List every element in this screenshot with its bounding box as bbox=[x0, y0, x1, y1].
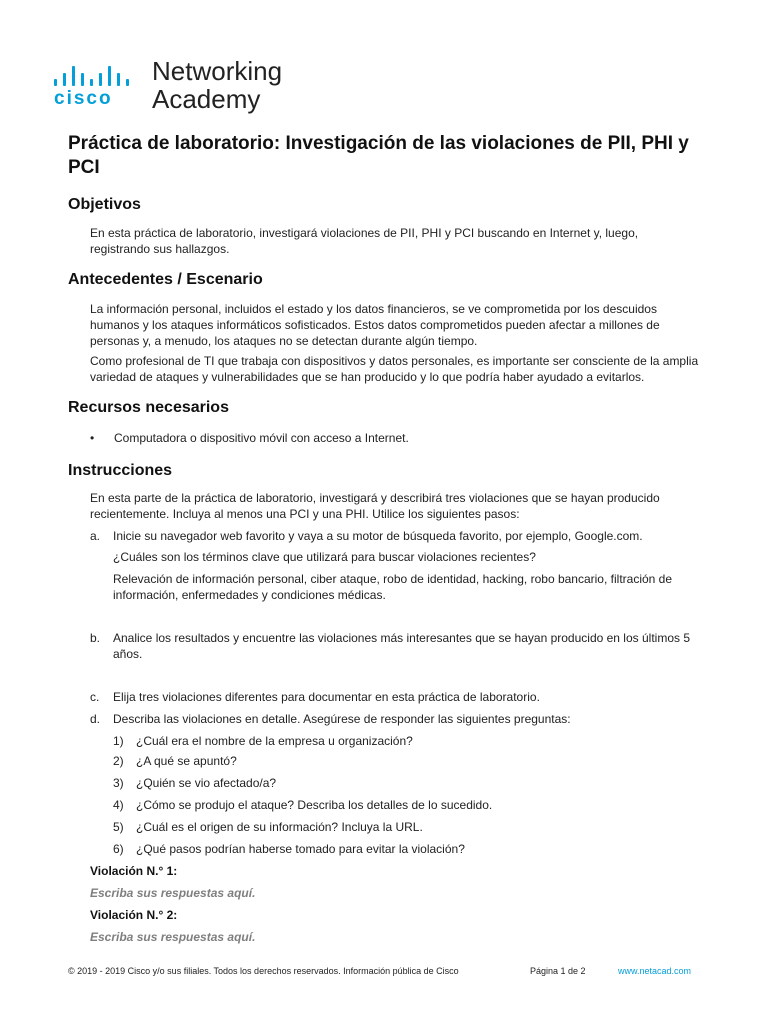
answer-field[interactable]: Escriba sus respuestas aquí. bbox=[90, 930, 256, 944]
question-text: ¿Qué pasos podrían haberse tomado para evitar la violación? bbox=[136, 842, 465, 856]
question-text: ¿A qué se apuntó? bbox=[136, 754, 237, 768]
answer-field[interactable]: Escriba sus respuestas aquí. bbox=[90, 886, 256, 900]
violation-label: Violación N.° 1: bbox=[90, 864, 178, 878]
step-text: Analice los resultados y encuentre las violaciones más interesantes que se hayan producido en los últimos 5 años. bbox=[113, 631, 690, 661]
question-text: ¿Cuál es el origen de su información? Incluya la URL. bbox=[136, 820, 423, 834]
objetivos-text: En esta práctica de laboratorio, investigará violaciones de PII, PHI y PCI buscando en Internet y, luego, registrando sus hallazgos. bbox=[90, 226, 639, 256]
logo-line-academy: Academy bbox=[152, 84, 261, 114]
step-text: Describa las violaciones en detalle. Asegúrese de responder las siguientes preguntas: bbox=[113, 712, 571, 726]
heading-antecedentes: Antecedentes / Escenario bbox=[68, 271, 263, 288]
antecedentes-paragraph-2: Como profesional de TI que trabaja con dispositivos y datos personales, es importante ser consciente de la amplia variedad de ataques y vulnerabilidades que se han producido y lo que podría haber ayudado a evitarlos. bbox=[90, 354, 699, 384]
heading-objetivos: Objetivos bbox=[68, 196, 141, 213]
step-letter: b. bbox=[90, 631, 101, 645]
question-text: ¿Cómo se produjo el ataque? Describa los detalles de lo sucedido. bbox=[136, 798, 493, 812]
logo-line-networking: Networking bbox=[152, 56, 283, 86]
question-number: 2) bbox=[113, 754, 124, 768]
step-letter: d. bbox=[90, 712, 101, 726]
step-a-question: ¿Cuáles son los términos clave que utilizará para buscar violaciones recientes? bbox=[113, 550, 536, 564]
step-text: Elija tres violaciones diferentes para documentar en esta práctica de laboratorio. bbox=[113, 690, 540, 704]
footer-page-number: Página 1 de 2 bbox=[530, 966, 586, 976]
antecedentes-paragraph-1: La información personal, incluidos el estado y los datos financieros, se ve comprometida por los descuidos humanos y los ataques informáticos sofisticados. Estos datos comprometidos pueden afectar a millones de personas y, a menudo, los ataques no se detectan durante algún tiempo. bbox=[90, 302, 660, 348]
recursos-item: Computadora o dispositivo móvil con acceso a Internet. bbox=[114, 431, 409, 445]
violation-label: Violación N.° 2: bbox=[90, 908, 178, 922]
step-letter: c. bbox=[90, 690, 100, 704]
instrucciones-intro: En esta parte de la práctica de laboratorio, investigará y describirá tres violaciones que se hayan producido recientemente. Incluya al menos una PCI y una PHI. Utilice los siguientes pasos: bbox=[90, 491, 660, 521]
heading-instrucciones: Instrucciones bbox=[68, 462, 173, 479]
question-number: 1) bbox=[113, 734, 124, 748]
page-title: Práctica de laboratorio: Investigación de las violaciones de PII, PHI y PCI bbox=[68, 133, 689, 178]
cisco-wordmark: cisco bbox=[54, 88, 113, 109]
step-a-answer: Relevación de información personal, ciber ataque, robo de identidad, hacking, robo bancario, filtración de información, enfermedades y condiciones médicas. bbox=[113, 572, 673, 602]
footer-copyright: © 2019 - 2019 Cisco y/o sus filiales. Todos los derechos reservados. Información pública de Cisco bbox=[68, 966, 459, 976]
footer-link[interactable]: www.netacad.com bbox=[618, 966, 692, 976]
question-text: ¿Quién se vio afectado/a? bbox=[136, 776, 277, 790]
step-text: Inicie su navegador web favorito y vaya a su motor de búsqueda favorito, por ejemplo, Google.com. bbox=[113, 529, 643, 543]
question-number: 3) bbox=[113, 776, 124, 790]
question-number: 4) bbox=[113, 798, 124, 812]
bullet-icon: • bbox=[90, 431, 95, 445]
step-letter: a. bbox=[90, 529, 101, 543]
question-number: 5) bbox=[113, 820, 124, 834]
question-number: 6) bbox=[113, 842, 124, 856]
heading-recursos: Recursos necesarios bbox=[68, 399, 229, 416]
cisco-bridge-icon bbox=[54, 62, 144, 86]
question-text: ¿Cuál era el nombre de la empresa u organización? bbox=[136, 734, 413, 748]
cisco-networking-academy-logo bbox=[54, 56, 314, 116]
